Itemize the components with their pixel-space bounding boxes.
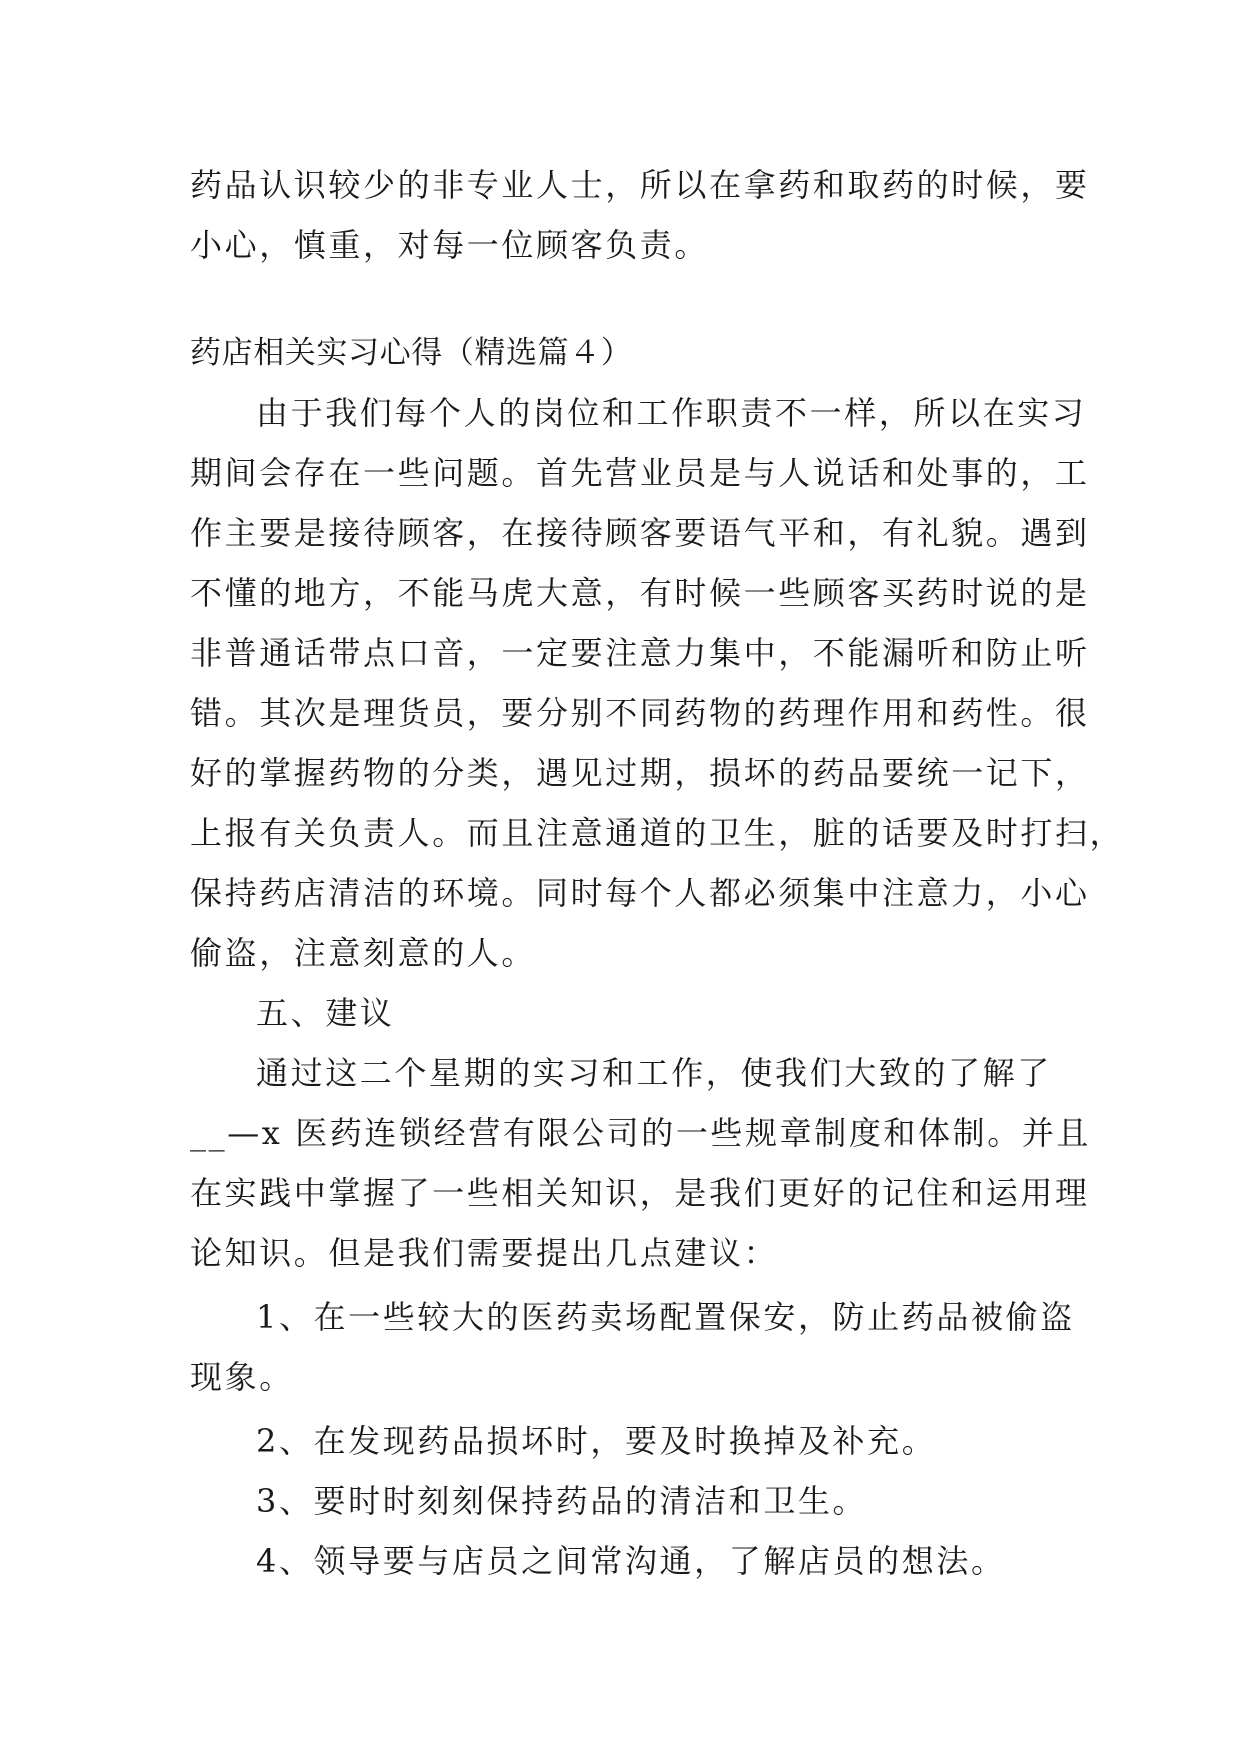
paragraph-line: 偷盗，注意刻意的人。	[190, 934, 537, 972]
list-item: 3、要时时刻刻保持药品的清洁和卫生。	[256, 1482, 868, 1520]
paragraph-line: 非普通话带点口音，一定要注意力集中，不能漏听和防止听	[190, 634, 1090, 672]
paragraph-line: 在实践中掌握了一些相关知识，是我们更好的记住和运用理	[190, 1174, 1090, 1212]
list-item-continuation: 现象。	[190, 1358, 294, 1396]
paragraph-line: 由于我们每个人的岗位和工作职责不一样，所以在实习	[256, 394, 1087, 432]
paragraph-line: 期间会存在一些问题。首先营业员是与人说话和处事的，工	[190, 454, 1090, 492]
list-item: 1、在一些较大的医药卖场配置保安，防止药品被偷盗	[256, 1298, 1075, 1336]
paragraph-line: 保持药店清洁的环境。同时每个人都必须集中注意力，小心	[190, 874, 1090, 912]
paragraph-line: 通过这二个星期的实习和工作，使我们大致的了解了	[256, 1054, 1052, 1092]
document-page	[190, 155, 1125, 1591]
paragraph-line: 作主要是接待顾客，在接待顾客要语气平和，有礼貌。遇到	[190, 514, 1090, 552]
list-item: 4、领导要与店员之间常沟通，了解店员的想法。	[256, 1542, 1006, 1580]
paragraph-line: 上报有关负责人。而且注意通道的卫生，脏的话要及时打扫，	[190, 814, 1125, 852]
paragraph-line: 好的掌握药物的分类，遇见过期，损坏的药品要统一记下，	[190, 754, 1090, 792]
list-item: 2、在发现药品损坏时，要及时换掉及补充。	[256, 1422, 937, 1460]
paragraph-line: 小心，慎重，对每一位顾客负责。	[190, 226, 710, 264]
subheading: 五、建议	[256, 994, 395, 1032]
paragraph-line: __—x 医药连锁经营有限公司的一些规章制度和体制。并且	[190, 1114, 1092, 1152]
paragraph-line: 错。其次是理货员，要分别不同药物的药理作用和药性。很	[190, 694, 1090, 732]
paragraph-line: 论知识。但是我们需要提出几点建议：	[190, 1234, 779, 1272]
section-heading: 药店相关实习心得（精选篇４）	[190, 335, 633, 371]
paragraph-line: 不懂的地方，不能马虎大意，有时候一些顾客买药时说的是	[190, 574, 1090, 612]
paragraph-line: 药品认识较少的非专业人士，所以在拿药和取药的时候，要	[190, 166, 1090, 204]
